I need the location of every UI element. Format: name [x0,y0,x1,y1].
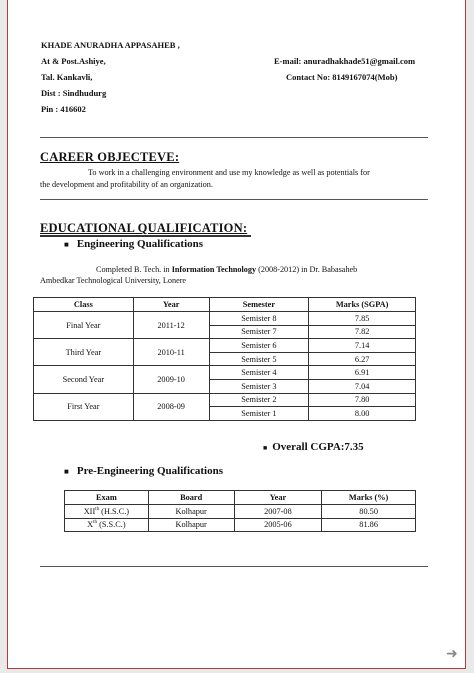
table-row [34,393,416,407]
marks-cell: 81.86 [322,518,416,532]
pre-engineering-heading [64,465,223,477]
board-cell: Kolhapur [148,505,234,519]
marks-cell: 7.82 [309,325,416,339]
semester-cell: Semister 5 [209,352,309,366]
marks-cell: 7.14 [309,339,416,353]
year-cell: 2007-08 [234,505,322,519]
semester-cell: Semister 2 [209,393,309,407]
exam-cell [65,505,149,519]
exam-name: X [87,520,94,530]
career-objective-line-1: To work in a challenging environment and use my knowledge as well as potentials for [88,168,370,177]
class-cell: Third Year [34,339,134,366]
pin-code: Pin : 416602 [41,104,86,114]
email: E-mail: anuradhakhade51@gmail.com [274,56,416,66]
engineering-table [33,297,416,421]
pre-engineering-heading-text: Pre-Engineering Qualifications [76,465,223,477]
column-header: Exam [65,491,149,505]
divider [40,199,428,200]
education-title: EDUCATIONAL QUALIFICATION: [40,221,248,235]
table-row [34,312,416,326]
table-header-row [34,298,416,312]
pre-engineering-table [64,490,416,532]
class-cell: Final Year [34,312,134,339]
exam-type: (H.S.C.) [99,506,130,516]
marks-cell: 7.85 [309,312,416,326]
table-header-row [65,491,416,505]
column-header: Marks (SGPA) [309,298,416,312]
semester-cell: Semister 6 [209,339,309,353]
semester-cell: Semister 7 [209,325,309,339]
address-line-3: Dist : Sindhudurg [41,88,107,98]
semester-cell: Semister 8 [209,312,309,326]
bullet-icon: ■ [64,467,69,476]
marks-cell: 8.00 [309,407,416,421]
semester-cell: Semister 1 [209,407,309,421]
semester-cell: Semister 3 [209,379,309,393]
resume-page [7,0,466,669]
table-row [65,505,416,519]
class-cell: Second Year [34,366,134,393]
divider [40,137,428,138]
marks-cell: 7.04 [309,379,416,393]
table-row [34,366,416,380]
marks-cell: 6.27 [309,352,416,366]
address-line-1: At & Post.Ashiye, [41,56,106,66]
column-header: Year [133,298,209,312]
table-row [65,518,416,532]
table-row [34,339,416,353]
year-cell: 2009-10 [133,366,209,393]
marks-cell: 6.91 [309,366,416,380]
engineering-intro-line-1 [96,264,357,275]
arrow-right-icon[interactable]: ➜ [446,647,458,662]
year-cell: 2005-06 [234,518,322,532]
exam-name: XII [83,506,96,516]
year-cell: 2008-09 [133,393,209,420]
year-cell: 2011-12 [133,312,209,339]
title-underline [40,235,251,237]
exam-type: (S.S.C.) [97,520,126,530]
engineering-heading-text: Engineering Qualifications [76,238,204,250]
bullet-icon: ■ [64,240,69,249]
class-cell: First Year [34,393,134,420]
marks-cell: 80.50 [322,505,416,519]
intro-branch: Information Technology [171,265,257,274]
engineering-heading [64,238,203,250]
year-cell: 2010-11 [133,339,209,366]
career-objective-line-2: the development and profitability of an organization. [40,180,213,189]
overall-cgpa-text: Overall CGPA:7.35 [272,441,364,453]
address-line-2: Tal. Kankavli, [41,72,93,82]
contact-number: Contact No: 8149167074(Mob) [286,72,398,82]
candidate-name: KHADE ANURADHA APPASAHEB , [41,40,180,50]
overall-cgpa [263,441,364,453]
career-objective-title: CAREER OBJECTEVE: [40,150,180,164]
intro-text: (2008-2012) in Dr. Babasaheb [256,265,358,274]
column-header: Year [234,491,322,505]
column-header: Class [34,298,134,312]
column-header: Marks (%) [322,491,416,505]
semester-cell: Semister 4 [209,366,309,380]
exam-suffix: th [93,520,98,526]
board-cell: Kolhapur [148,518,234,532]
exam-suffix: th [95,507,100,513]
exam-cell [65,518,149,532]
column-header: Semester [209,298,309,312]
intro-text: Completed B. Tech. in [96,265,172,274]
column-header: Board [148,491,234,505]
divider [40,566,428,567]
marks-cell: 7.80 [309,393,416,407]
engineering-intro-line-2: Ambedkar Technological University, Lonere [40,276,187,285]
bullet-icon: ■ [263,444,268,452]
